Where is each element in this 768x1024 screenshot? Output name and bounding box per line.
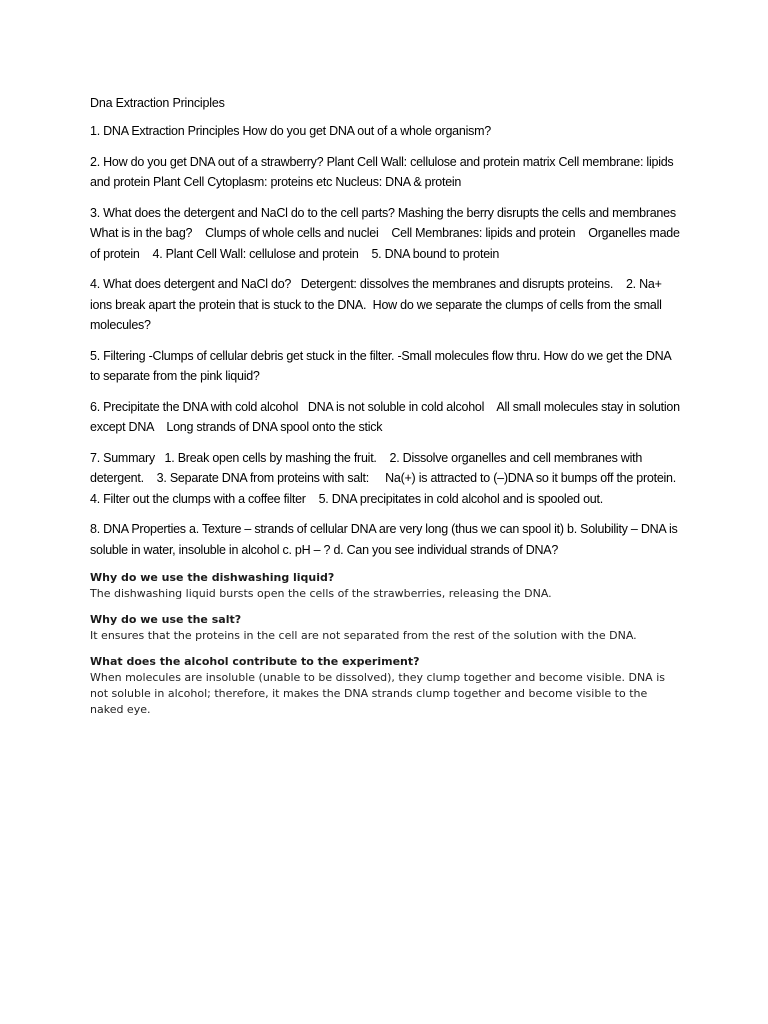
qa-question: Why do we use the salt?	[90, 613, 242, 626]
paragraph-1: 1. DNA Extraction Principles How do you get DNA out of a whole organism?	[90, 124, 491, 138]
document-body	[90, 93, 689, 728]
qa-question: Why do we use the dishwashing liquid?	[90, 571, 335, 584]
qa-answer: The dishwashing liquid bursts open the cells of the strawberries, releasing the DNA.	[90, 587, 552, 600]
paragraph-8: 8. DNA Properties a. Texture – strands of cellular DNA are very long (thus we can spool it) b. Solubility – DNA is soluble in water, insoluble in alcohol c. pH – ? d. Can you see individual strands of DNA?	[90, 522, 681, 557]
paragraph-4: 4. What does detergent and NaCl do? Detergent: dissolves the membranes and disrupts proteins. 2. Na+ ions break apart the protein that is stuck to the DNA. How do we separate the clumps of cells from the small molecules?	[90, 277, 665, 332]
paragraph-2: 2. How do you get DNA out of a strawberry? Plant Cell Wall: cellulose and protein matrix Cell membrane: lipids and protein Plant Cell Cytoplasm: proteins etc Nucleus: DNA & protein	[90, 154, 677, 189]
document-title: Dna Extraction Principles	[90, 96, 225, 110]
qa-answer: It ensures that the proteins in the cell are not separated from the rest of the solution with the DNA.	[90, 629, 637, 642]
qa-answer: When molecules are insoluble (unable to be dissolved), they clump together and become visible. DNA is not soluble in alcohol; therefore, it makes the DNA strands clump together and become visible to the naked eye.	[90, 671, 665, 716]
paragraph-7: 7. Summary 1. Break open cells by mashing the fruit. 2. Dissolve organelles and cell membranes with detergent. 3. Separate DNA from proteins with salt: Na(+) is attracted to (–)DNA so it bumps off the protein. 4. Filter out the clumps with a coffee filter 5. DNA precipitates in cold alcohol and is spooled out.	[90, 450, 689, 506]
paragraph-6: 6. Precipitate the DNA with cold alcohol DNA is not soluble in cold alcohol All small molecules stay in solution except DNA Long strands of DNA spool onto the stick	[90, 399, 684, 434]
qa-alcohol	[90, 654, 682, 718]
qa-salt	[90, 612, 682, 644]
paragraph-5: 5. Filtering -Clumps of cellular debris get stuck in the filter. -Small molecules flow thru. How do we get the DNA to separate from the pink liquid?	[90, 348, 675, 383]
qa-question: What does the alcohol contribute to the experiment?	[90, 655, 420, 668]
paragraph-3: 3. What does the detergent and NaCl do to the cell parts? Mashing the berry disrupts the cells and membranes What is in the bag? Clumps of whole cells and nuclei Cell Membranes: lipids and protein Organelles made of protein 4. Plant Cell Wall: cellulose and protein 5. DNA bound to protein	[90, 205, 686, 261]
qa-dishwashing-liquid	[90, 570, 682, 602]
